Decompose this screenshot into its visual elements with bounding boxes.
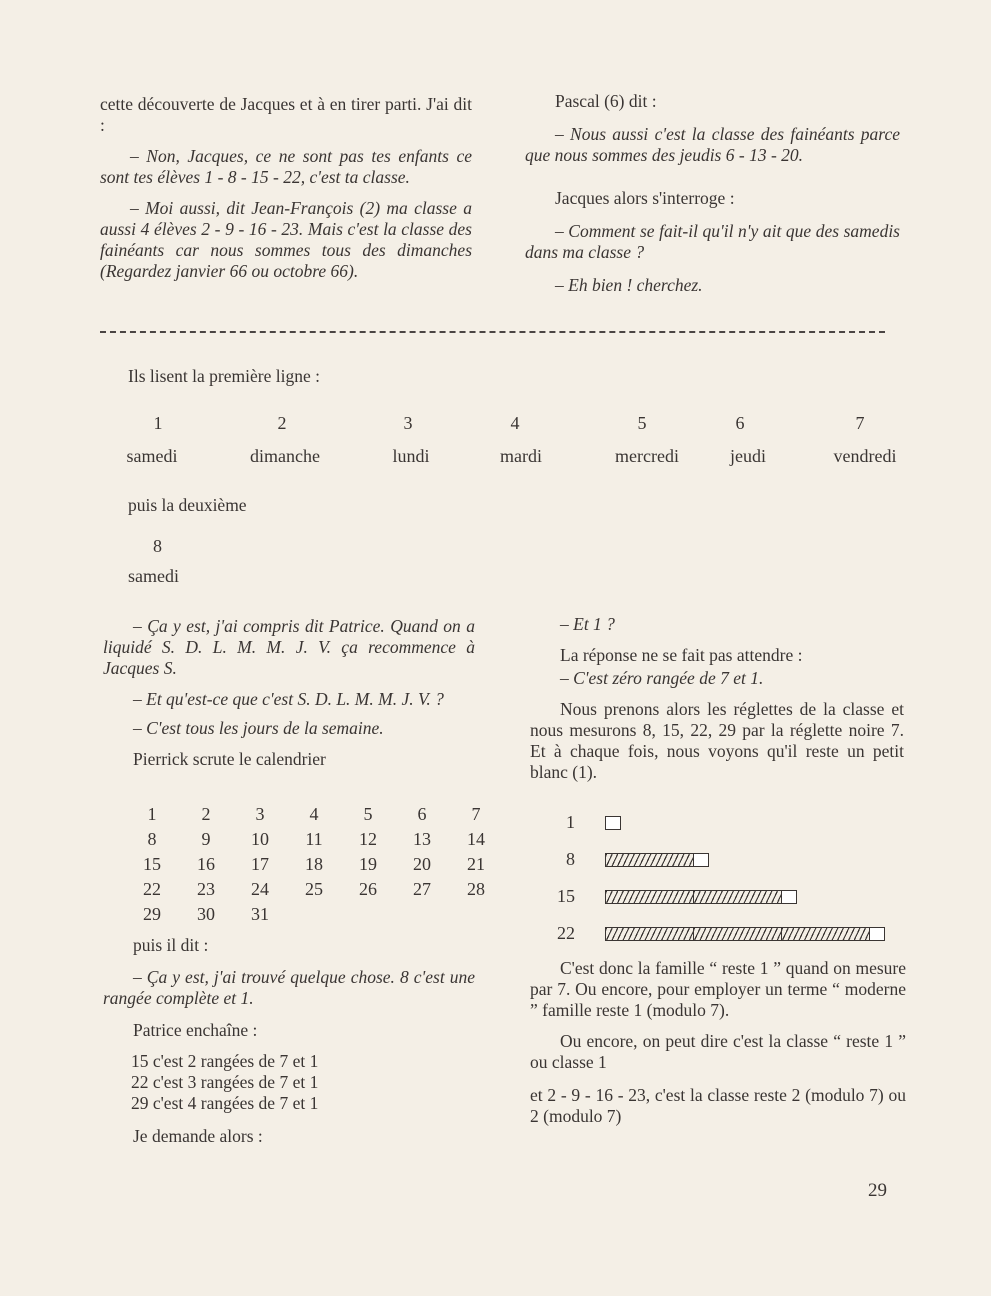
day-number: 4 [510,413,520,433]
calendar-cell: 15 [143,854,161,874]
day-name: vendredi [833,446,897,466]
top-right-column [525,91,900,308]
calendar-grid [125,802,503,927]
bottom-left-column [103,616,475,782]
day-name: mardi [500,446,542,466]
paragraph: cette découverte de Jacques et à en tirer parti. J'ai dit : [100,94,472,135]
calendar-cell: 29 [143,904,161,924]
calendar-cell: 26 [359,879,377,899]
calendar-row [125,902,503,927]
calendar-cell: 24 [251,879,269,899]
calendar-cell: 27 [413,879,431,899]
calendar-cell: 1 [147,804,157,824]
paragraph: – Comment se fait-il qu'il n'y ait que des samedis dans ma classe ? [525,221,900,262]
reglette-row [520,915,885,952]
calendar-cell: 21 [467,854,485,874]
reglette-label: 22 [557,923,575,943]
first-line-intro: Ils lisent la première ligne : [128,366,320,386]
bottom-left-column-lower [103,935,475,1159]
paragraph: Pierrick scrute le calendrier [133,749,326,769]
calendar-cell: 3 [255,804,265,824]
page-number: 29 [868,1180,887,1201]
reglette-row [520,804,885,841]
black-reglette-7 [693,927,781,941]
reglette-row [520,841,885,878]
paragraph: – Moi aussi, dit Jean-François (2) ma classe a aussi 4 élèves 2 - 9 - 16 - 23. Mais c'est la classe des fainéants car nous sommes tous des dimanches (Regardez janvier 66 ou octobre 66). [100,198,472,281]
day-number: 2 [277,413,287,433]
calendar-cell: 20 [413,854,431,874]
calendar-row [125,852,503,877]
calendar-cell: 28 [467,879,485,899]
white-cube [781,890,797,904]
calendar-cell: 11 [305,829,323,849]
reglette-label: 8 [566,849,575,869]
paragraph: – Ça y est, j'ai trouvé quelque chose. 8 c'est une rangée complète et 1. [103,967,475,1008]
second-line-day: samedi [128,566,179,586]
reglettes-diagram [520,804,885,952]
white-cube [693,853,709,867]
calendar-cell: 12 [359,829,377,849]
day-name: lundi [392,446,430,466]
day-number: 1 [153,413,163,433]
calendar-cell: 2 [201,804,211,824]
day-number: 3 [403,413,413,433]
second-line-number: 8 [153,536,162,556]
paragraph: Jacques alors s'interroge : [555,188,735,208]
calendar-row [125,827,503,852]
calendar-cell: 14 [467,829,485,849]
day-name: dimanche [250,446,320,466]
paragraph: – C'est zéro rangée de 7 et 1. [560,668,764,688]
remainder-line: 22 c'est 3 rangées de 7 et 1 [131,1072,319,1092]
day-name: jeudi [730,446,766,466]
reglette-label: 1 [566,812,575,832]
paragraph: – Ça y est, j'ai compris dit Patrice. Quand on a liquidé S. D. L. M. M. J. V. ça recommence à Jacques S. [103,616,475,678]
paragraph: – Non, Jacques, ce ne sont pas tes enfants ce sont tes élèves 1 - 8 - 15 - 22, c'est ta classe. [100,146,472,187]
black-reglette-7 [781,927,869,941]
bottom-right-column [530,614,904,795]
paragraph: Je demande alors : [133,1126,263,1146]
day-number: 6 [735,413,745,433]
remainder-line: 15 c'est 2 rangées de 7 et 1 [131,1051,319,1071]
black-reglette-7 [605,853,693,867]
day-number: 5 [637,413,647,433]
paragraph: – Nous aussi c'est la classe des fainéants parce que nous sommes des jeudis 6 - 13 - 20. [525,124,900,165]
paragraph: et 2 - 9 - 16 - 23, c'est la classe reste 2 (modulo 7) ou 2 (modulo 7) [530,1085,906,1126]
calendar-cell: 23 [197,879,215,899]
calendar-cell: 30 [197,904,215,924]
paragraph: – C'est tous les jours de la semaine. [133,718,384,738]
calendar-cell: 25 [305,879,323,899]
day-name: mercredi [615,446,679,466]
day-name: samedi [126,446,178,466]
black-reglette-7 [605,927,693,941]
white-cube [869,927,885,941]
black-reglette-7 [605,890,693,904]
calendar-cell: 22 [143,879,161,899]
calendar-cell: 18 [305,854,323,874]
reglette-row [520,878,885,915]
calendar-cell: 5 [363,804,373,824]
calendar-cell: 7 [471,804,481,824]
paragraph: Pascal (6) dit : [555,91,657,111]
calendar-cell: 19 [359,854,377,874]
second-line-intro: puis la deuxième [128,495,247,515]
calendar-cell: 6 [417,804,427,824]
calendar-row [125,802,503,827]
paragraph: C'est donc la famille “ reste 1 ” quand on mesure par 7. Ou encore, pour employer un terme “ moderne ” famille reste 1 (modulo 7). [530,958,906,1020]
top-left-column [100,94,472,294]
paragraph: Patrice enchaîne : [133,1020,258,1040]
calendar-row [125,877,503,902]
calendar-cell: 16 [197,854,215,874]
day-number: 7 [855,413,865,433]
white-cube [605,816,621,830]
paragraph: Nous prenons alors les réglettes de la classe et nous mesurons 8, 15, 22, 29 par la réglette noire 7. Et à chaque fois, nous voyons qu'il reste un petit blanc (1). [530,699,904,782]
dashed-divider [100,331,885,333]
paragraph: puis il dit : [133,935,209,955]
bottom-right-column-lower [530,958,906,1139]
paragraph: – Eh bien ! cherchez. [555,275,703,295]
paragraph: Ou encore, on peut dire c'est la classe “ reste 1 ” ou classe 1 [530,1031,906,1072]
remainder-line: 29 c'est 4 rangées de 7 et 1 [131,1093,319,1113]
paragraph: La réponse ne se fait pas attendre : [560,645,803,665]
calendar-cell: 8 [147,829,157,849]
calendar-cell: 13 [413,829,431,849]
calendar-cell: 10 [251,829,269,849]
calendar-cell: 4 [309,804,319,824]
calendar-cell: 31 [251,904,269,924]
calendar-cell: 9 [201,829,211,849]
paragraph: – Et 1 ? [560,614,615,634]
calendar-cell: 17 [251,854,269,874]
reglette-label: 15 [557,886,575,906]
paragraph: – Et qu'est-ce que c'est S. D. L. M. M. J. V. ? [133,689,444,709]
black-reglette-7 [693,890,781,904]
